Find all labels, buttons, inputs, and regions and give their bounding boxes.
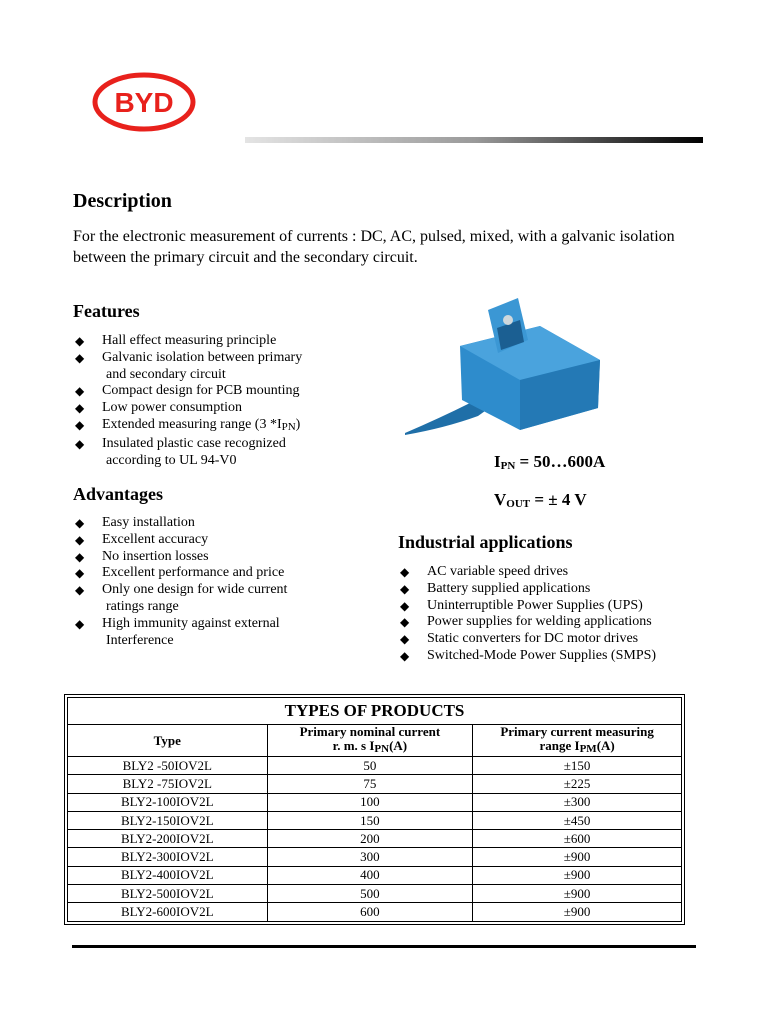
type-cell: BLY2-200IOV2L [68, 830, 268, 848]
nominal-cell: 600 [267, 903, 473, 921]
item-text-cont: and secondary circuit [106, 366, 226, 382]
range-cell: ±300 [473, 793, 682, 811]
item-text: Hall effect measuring principle [102, 333, 277, 348]
diamond-bullet-icon: ◆ [75, 401, 85, 416]
nominal-cell: 50 [267, 757, 473, 775]
diamond-bullet-icon: ◆ [75, 384, 85, 399]
diamond-bullet-icon: ◆ [400, 581, 410, 596]
type-cell: BLY2-150IOV2L [68, 811, 268, 829]
item-text: Battery supplied applications [427, 580, 591, 596]
diamond-bullet-icon: ◆ [75, 350, 85, 365]
item-text-cont: Interference [106, 632, 174, 648]
item-text: High immunity against external [102, 615, 280, 631]
byd-logo [92, 72, 196, 132]
diamond-bullet-icon: ◆ [400, 565, 410, 579]
col-type-header: Type [68, 725, 268, 757]
diamond-bullet-icon: ◆ [75, 436, 85, 451]
table-row [68, 848, 682, 866]
diamond-bullet-icon: ◆ [400, 598, 410, 613]
list-item [75, 616, 375, 650]
type-cell: BLY2-600IOV2L [68, 903, 268, 921]
table-row [68, 775, 682, 793]
list-item [400, 581, 720, 598]
diamond-bullet-icon: ◆ [75, 532, 85, 547]
list-item [75, 400, 375, 417]
item-text: Only one design for wide current [102, 582, 288, 598]
item-text-cont: ratings range [106, 598, 179, 614]
diamond-bullet-icon: ◆ [75, 334, 85, 348]
list-item [75, 436, 375, 470]
col-nominal-header: Primary nominal current r. m. s $I_{PN}(A)$ [267, 725, 473, 757]
diamond-bullet-icon: ◆ [400, 615, 410, 630]
item-text: Static converters for DC motor drives [427, 631, 639, 647]
item-text: Galvanic isolation between primary [102, 349, 303, 365]
description-heading: Description [73, 190, 172, 212]
table-row [68, 885, 682, 903]
features-list [75, 333, 375, 469]
diamond-bullet-icon: ◆ [75, 516, 85, 530]
nominal-cell: 400 [267, 866, 473, 884]
diamond-bullet-icon: ◆ [75, 616, 85, 631]
nominal-cell: 200 [267, 830, 473, 848]
type-cell: BLY2-100IOV2L [68, 793, 268, 811]
item-text: AC variable speed drives [427, 564, 569, 579]
list-item [400, 648, 720, 665]
svg-text:BYD: BYD [114, 87, 174, 118]
range-cell: ±900 [473, 903, 682, 921]
range-cell: ±450 [473, 811, 682, 829]
sensor-product-image [400, 298, 605, 436]
list-item: ◆ Extended measuring range (3 $*I_{PN}$) [75, 416, 301, 433]
range-cell: ±900 [473, 848, 682, 866]
table-row [68, 830, 682, 848]
list-item [75, 515, 375, 532]
description-text: For the electronic measurement of currents : DC, AC, pulsed, mixed, with a galvanic isolation between the primary circuit and the secondary circuit. [73, 228, 675, 266]
nominal-cell: 100 [267, 793, 473, 811]
diamond-bullet-icon: ◆ [75, 583, 85, 598]
range-cell: ±600 [473, 830, 682, 848]
table-row [68, 903, 682, 921]
item-text: No insertion losses [102, 548, 209, 564]
advantages-list [75, 515, 375, 649]
item-text: Insulated plastic case recognized [102, 435, 286, 451]
range-cell: ±900 [473, 866, 682, 884]
applications-heading: Industrial applications [398, 532, 573, 552]
item-text: Switched-Mode Power Supplies (SMPS) [427, 647, 657, 663]
header-gradient-rule [245, 137, 703, 143]
table-row [68, 866, 682, 884]
list-item [400, 631, 720, 648]
table-row [68, 811, 682, 829]
diamond-bullet-icon: ◆ [75, 549, 85, 564]
list-item [75, 383, 375, 400]
item-text: Easy installation [102, 515, 195, 530]
diamond-bullet-icon: ◆ [400, 648, 410, 663]
table-title: TYPES OF PRODUCTS [68, 698, 682, 725]
range-cell: ±150 [473, 757, 682, 775]
list-item [75, 582, 375, 616]
nominal-cell: 300 [267, 848, 473, 866]
list-item [75, 350, 375, 384]
table-row [68, 757, 682, 775]
nominal-cell: 150 [267, 811, 473, 829]
footer-rule [72, 945, 696, 948]
item-text: Uninterruptible Power Supplies (UPS) [427, 597, 643, 613]
table-row [68, 793, 682, 811]
diamond-bullet-icon: ◆ [75, 566, 85, 581]
type-cell: BLY2-300IOV2L [68, 848, 268, 866]
type-cell: BLY2-400IOV2L [68, 866, 268, 884]
item-text-cont: according to UL 94-V0 [106, 452, 237, 468]
ipn-spec: $I_{PN}$ = 50…600A [494, 452, 606, 472]
item-text: Excellent performance and price [102, 565, 285, 581]
range-cell: ±900 [473, 885, 682, 903]
nominal-cell: 75 [267, 775, 473, 793]
list-item [400, 564, 720, 581]
diamond-bullet-icon: ◆ [400, 632, 410, 647]
list-item [75, 565, 375, 582]
type-cell: BLY2 -75IOV2L [68, 775, 268, 793]
list-item [75, 549, 375, 566]
range-cell: ±225 [473, 775, 682, 793]
diamond-bullet-icon: ◆ [75, 417, 85, 432]
item-text: Excellent accuracy [102, 531, 209, 547]
list-item [75, 532, 375, 549]
item-text: Compact design for PCB mounting [102, 383, 300, 399]
item-text: Extended measuring range (3 *I [102, 416, 282, 432]
type-cell: BLY2 -50IOV2L [68, 757, 268, 775]
products-table [64, 694, 685, 925]
features-heading: Features [73, 301, 140, 321]
type-cell: BLY2-500IOV2L [68, 885, 268, 903]
list-item [400, 614, 720, 631]
col-range-header: Primary current measuring range $I_{PM}(A)$ [473, 725, 682, 757]
applications-list [400, 564, 720, 665]
nominal-cell: 500 [267, 885, 473, 903]
advantages-heading: Advantages [73, 484, 164, 504]
vout-spec: $V_{OUT}$ = ± 4 V [494, 490, 587, 510]
item-text: Low power consumption [102, 400, 242, 416]
item-text: Power supplies for welding applications [427, 614, 652, 630]
list-item [400, 598, 720, 615]
list-item [75, 333, 375, 350]
